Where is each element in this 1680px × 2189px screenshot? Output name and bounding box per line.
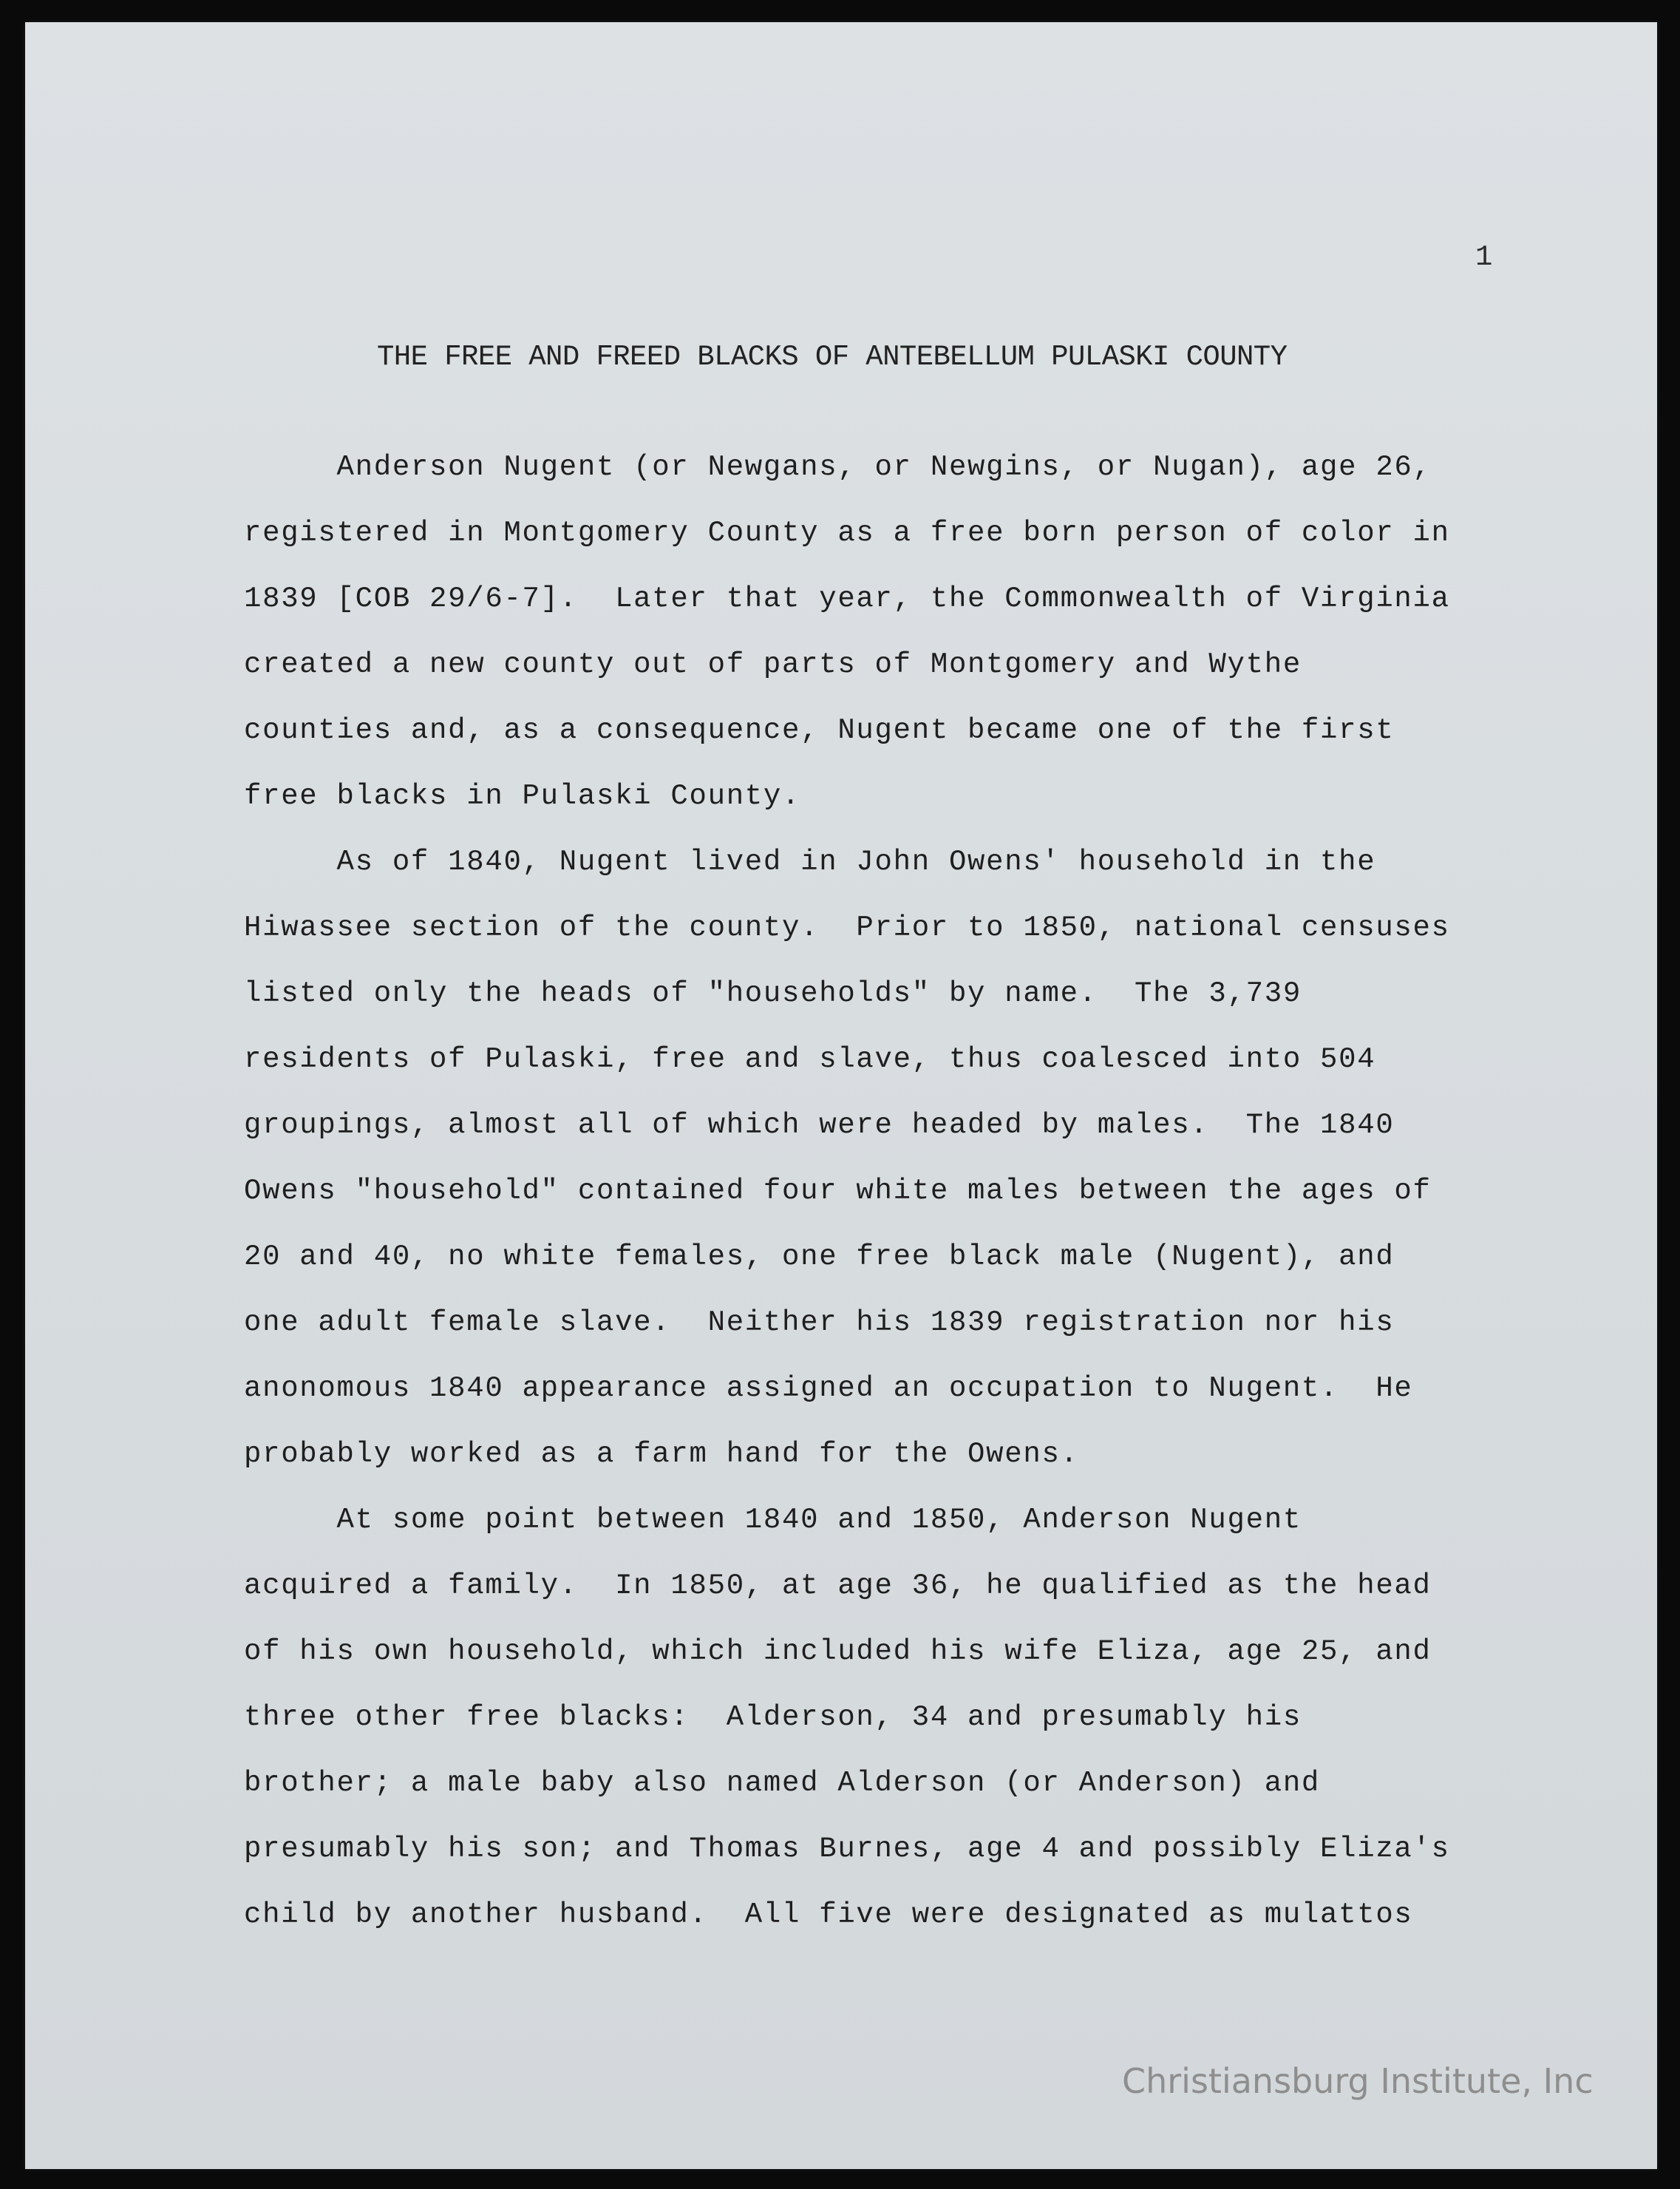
body-line: created a new county out of parts of Montgomery and Wythe [244,648,1302,681]
body-line: Owens "household" contained four white males between the ages of [244,1175,1432,1207]
body-line: acquired a family. In 1850, at age 36, he qualified as the head [244,1569,1432,1602]
body-line: three other free blacks: Alderson, 34 and presumably his [244,1701,1302,1734]
body-line: 1839 [COB 29/6-7]. Later that year, the Commonwealth of Virginia [244,583,1450,615]
body-line: residents of Pulaski, free and slave, thus coalesced into 504 [244,1043,1376,1076]
document-page [25,22,1657,2169]
body-line: counties and, as a consequence, Nugent became one of the first [244,714,1395,747]
document-title: THE FREE AND FREED BLACKS OF ANTEBELLUM PULASKI COUNTY [377,341,1288,373]
body-line: As of 1840, Nugent lived in John Owens' household in the [244,846,1376,878]
body-line: 20 and 40, no white females, one free black male (Nugent), and [244,1241,1395,1273]
body-line: one adult female slave. Neither his 1839 registration nor his [244,1306,1395,1339]
watermark: Christiansburg Institute, Inc [1122,2061,1594,2101]
body-line: groupings, almost all of which were headed by males. The 1840 [244,1109,1395,1141]
body-line: anonomous 1840 appearance assigned an occupation to Nugent. He [244,1372,1413,1405]
body-line: presumably his son; and Thomas Burnes, age 4 and possibly Eliza's [244,1833,1450,1865]
body-line: registered in Montgomery County as a free born person of color in [244,517,1450,549]
body-line: At some point between 1840 and 1850, Anderson Nugent [244,1504,1302,1536]
body-line: child by another husband. All five were designated as mulattos [244,1898,1413,1931]
body-line: Hiwassee section of the county. Prior to 1850, national censuses [244,912,1450,944]
body-line: Anderson Nugent (or Newgans, or Newgins, or Nugan), age 26, [244,451,1432,483]
body-line: brother; a male baby also named Alderson (or Anderson) and [244,1767,1321,1799]
body-line: of his own household, which included his wife Eliza, age 25, and [244,1635,1432,1668]
page-number: 1 [1475,241,1493,274]
body-line: listed only the heads of "households" by name. The 3,739 [244,977,1302,1010]
body-line: probably worked as a farm hand for the Owens. [244,1438,1079,1470]
body-line: free blacks in Pulaski County. [244,780,801,812]
